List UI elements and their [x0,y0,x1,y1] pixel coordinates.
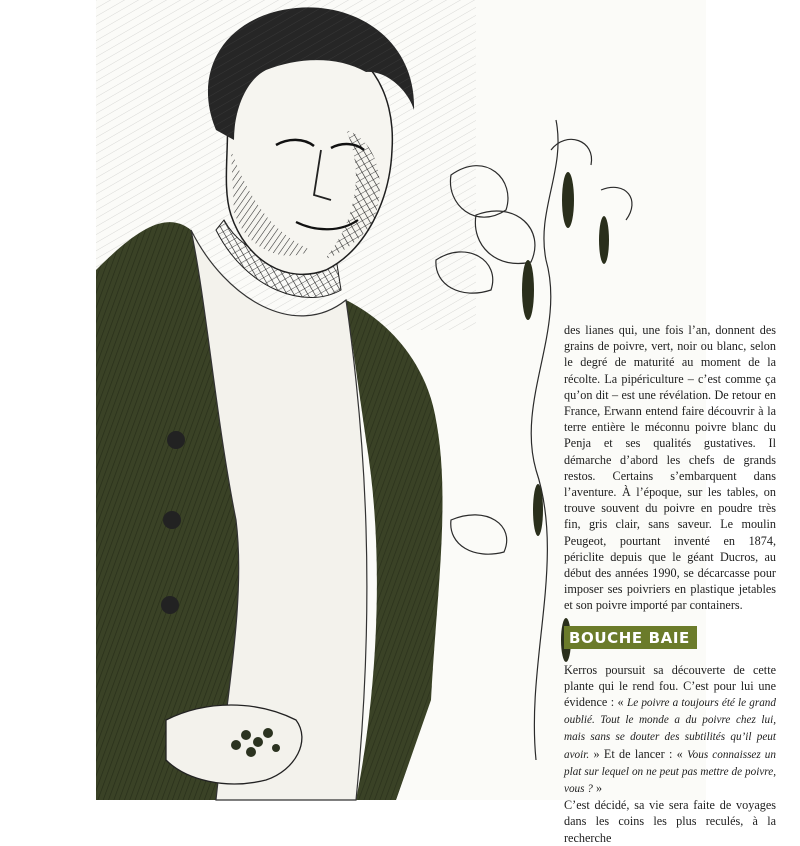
article-paragraph [564,662,776,798]
article-paragraph: des lianes qui, une fois l’an, donnent des grains de poivre, vert, noir ou blanc, selon le degré de maturité au moment de la récolte. La pipériculture – c’est comme ça qu’on dit – est une révélation. De retour en France, Erwann entend faire découvrir à la terre entière le méconnu poivre blanc du Penja et ses qualités gustatives. Il démarche d’abord les chefs de grands restos. Certains s’embarquent dans l’aventure. À l’époque, sur les tables, on trouve souvent du poivre en poudre très fin, gris clair, sans saveur. Le moulin Peugeot, pourtant inventé en 1874, périclite depuis que le géant Ducros, au début des années 1990, se décarcasse pour imposer ses poivriers en plastique jetables et son poivre importé par containers. [564,323,776,613]
quote-text: Vous connaissez un plat sur lequel on ne peut pas mettre de poivre, vous ? [564,748,776,796]
magazine-page [96,0,776,845]
section-heading-bouche-baie: BOUCHE BAIE [564,626,697,649]
paragraph-text: » [592,781,603,796]
quote-text: Le poivre a toujours été le grand oublié. Tout le monde a du poivre chez lui, mais sans se douter des subtilités qu’il peut avoir. [564,697,776,761]
article-column [564,322,776,846]
jacket-button [161,596,179,614]
jacket-button [163,511,181,529]
article-paragraph: C’est décidé, sa vie sera faite de voyages dans les coins les plus reculés, à la recherche [564,798,776,845]
paragraph-text: » Et de lancer : « [589,746,688,761]
paragraph-text: Kerros poursuit sa découverte de cette plante qui le rend fou. C’est pour lui une évidence : « [564,662,776,710]
jacket-button [167,431,185,449]
